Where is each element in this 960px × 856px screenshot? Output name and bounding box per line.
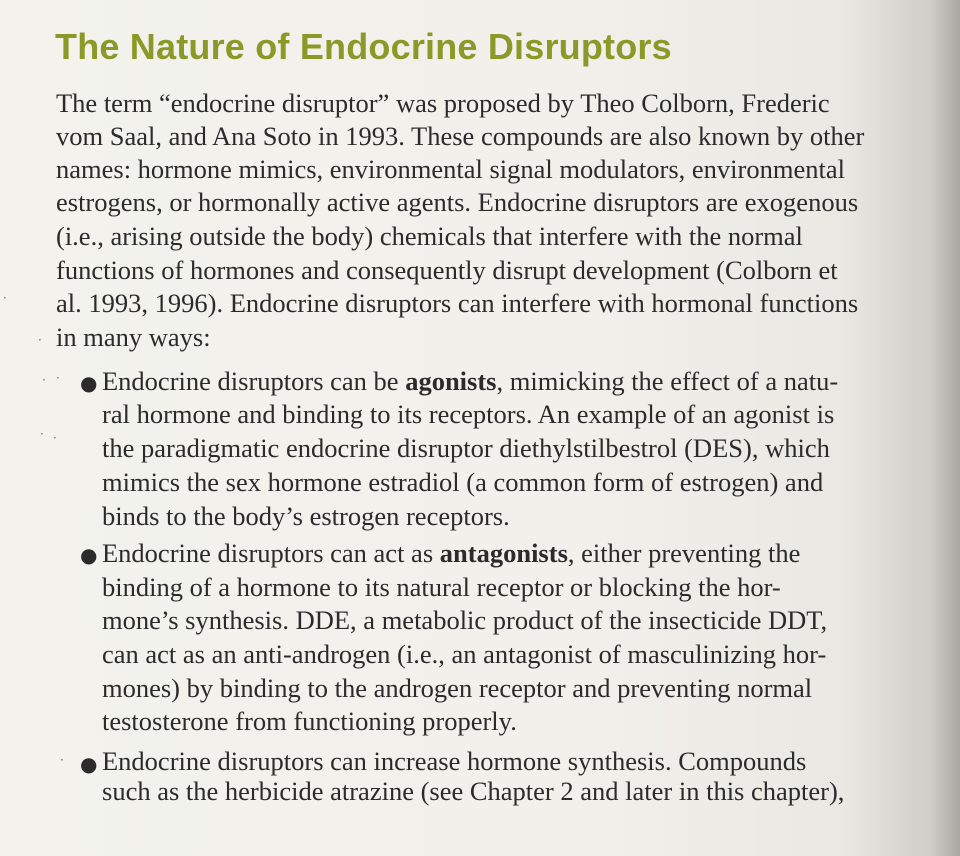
bullet-text: Endocrine disruptors can be <box>102 366 406 396</box>
bullet-line: ral hormone and binding to its receptors. An example of an agonist is <box>102 399 835 429</box>
intro-line: names: hormone mimics, environmental signal modulators, environmental <box>56 154 845 184</box>
bullet-text: , mimicking the effect of a natu- <box>496 366 839 396</box>
bullet-line <box>102 368 838 395</box>
bullet-line: mones) by binding to the androgen receptor and preventing normal <box>102 673 813 703</box>
bullet-line: binds to the body’s estrogen receptors. <box>102 501 510 531</box>
paper-speck: · <box>56 371 60 385</box>
intro-line: (i.e., arising outside the body) chemicals that interfere with the normal <box>56 221 803 251</box>
intro-line: estrogens, or hormonally active agents. Endocrine disruptors are exogenous <box>56 187 859 217</box>
bullet-line: can act as an anti-androgen (i.e., an antagonist of masculinizing hor- <box>102 639 827 669</box>
paper-speck: · <box>40 427 44 441</box>
bold-term: antagonists <box>439 538 568 568</box>
bullet-text: Endocrine disruptors can act as <box>102 538 440 568</box>
bullet-line: testosterone from functioning properly. <box>102 706 517 736</box>
bold-term: agonists <box>405 366 497 396</box>
intro-line: functions of hormones and consequently disrupt development (Colborn et <box>56 255 838 285</box>
bullet-icon: ● <box>80 371 98 395</box>
paper-speck: · <box>60 753 64 767</box>
section-heading: The Nature of Endocrine Disruptors <box>55 26 672 67</box>
bullet-icon: ● <box>80 752 98 776</box>
bullet-line: binding of a hormone to its natural receptor or blocking the hor- <box>102 572 781 602</box>
intro-line: The term “endocrine disruptor” was proposed by Theo Colborn, Frederic <box>56 88 830 118</box>
bullet-line: the paradigmatic endocrine disruptor diethylstilbestrol (DES), which <box>102 433 830 463</box>
bullet-line: mone’s synthesis. DDE, a metabolic product of the insecticide DDT, <box>102 605 828 635</box>
bullet-line: such as the herbicide atrazine (see Chapter 2 and later in this chapter), <box>102 776 845 806</box>
bullet-line: Endocrine disruptors can increase hormone synthesis. Compounds <box>102 746 807 776</box>
intro-line: in many ways: <box>56 322 211 352</box>
bullet-line <box>102 540 800 567</box>
bullet-text: , either preventing the <box>567 538 801 568</box>
intro-line: al. 1993, 1996). Endocrine disruptors can interfere with hormonal functions <box>56 288 859 318</box>
paper-speck: · <box>3 291 7 305</box>
intro-line: vom Saal, and Ana Soto in 1993. These compounds are also known by other <box>56 121 865 151</box>
paper-speck: · <box>42 373 46 387</box>
bullet-line: mimics the sex hormone estradiol (a common form of estrogen) and <box>102 467 824 497</box>
paper-speck: · <box>38 333 42 347</box>
bullet-icon: ● <box>80 543 98 567</box>
paper-speck: · <box>53 431 57 445</box>
